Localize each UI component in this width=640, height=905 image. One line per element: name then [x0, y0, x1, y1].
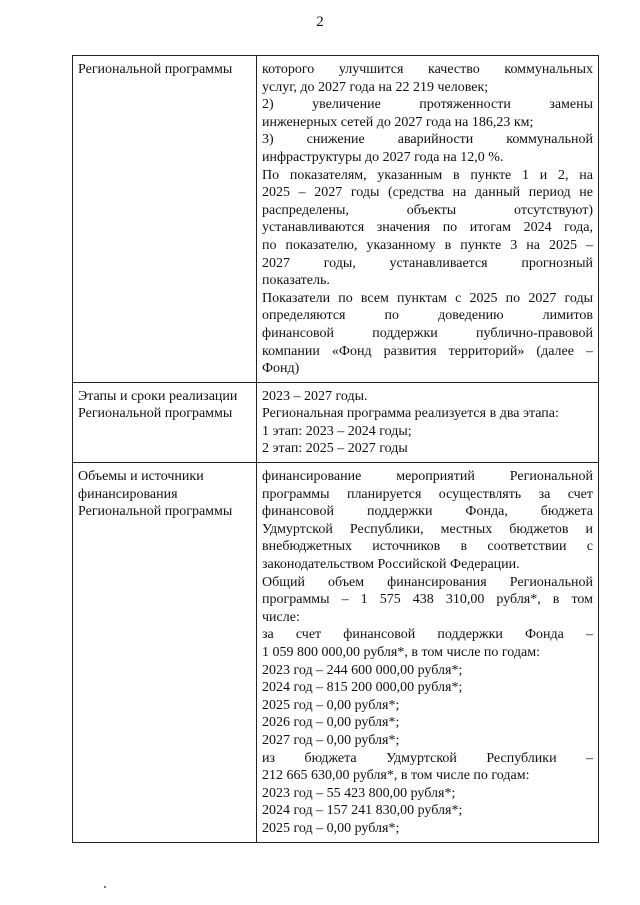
content-line: финансовой поддержки Фонда, бюджета — [262, 504, 593, 520]
row-label-line: финансирования — [78, 486, 178, 502]
content-line: 2026 год – 0,00 рубля*; — [262, 715, 400, 731]
content-line: компании «Фонд развития территорий» (далее – — [262, 343, 593, 359]
table-row — [73, 382, 599, 462]
content-line: услуг, до 2027 года на 22 219 человек; — [262, 79, 489, 95]
row-content-cell — [257, 382, 599, 462]
row-label-line: Региональной программы — [78, 504, 233, 520]
content-line: инженерных сетей до 2027 года на 186,23 км; — [262, 114, 534, 130]
content-line: По показателям, указанным в пункте 1 и 2, на — [262, 167, 593, 183]
scan-speck — [104, 886, 106, 888]
program-passport-table — [72, 55, 599, 843]
table-row — [73, 56, 599, 383]
content-line: распределены, объекты отсутствуют) — [262, 202, 593, 218]
row-content-cell — [257, 463, 599, 842]
content-line: 2025 год – 0,00 рубля*; — [262, 820, 400, 836]
content-line: 3) снижение аварийности коммунальной — [262, 132, 593, 148]
content-line: показатель. — [262, 273, 330, 289]
row-label-line: Региональной программы — [78, 62, 233, 77]
row-label-cell — [73, 56, 257, 383]
content-line: законодательством Российской Федерации. — [262, 557, 520, 573]
content-line: 2025 год – 0,00 рубля*; — [262, 697, 400, 713]
content-line: Фонд) — [262, 361, 300, 377]
content-line: Общий объем финансирования Региональной — [262, 574, 593, 590]
content-line: внебюджетных источников в соответствии с — [262, 539, 593, 555]
content-line: 2) увеличение протяженности замены — [262, 97, 593, 113]
content-line: 2024 год – 815 200 000,00 рубля*; — [262, 680, 463, 696]
content-line: Удмуртской Республики, местных бюджетов и — [262, 521, 593, 537]
content-line: устанавливаются значения по итогам 2024 года, — [262, 220, 593, 236]
content-line: Показатели по всем пунктам с 2025 по 2027 годы — [262, 290, 593, 306]
content-line: программы планируется осуществлять за счет — [262, 486, 593, 502]
content-line: из бюджета Удмуртской Республики – — [262, 750, 593, 766]
content-line: 2027 год – 0,00 рубля*; — [262, 732, 400, 748]
table-body — [73, 56, 599, 843]
content-line: финансирование мероприятий Региональной — [262, 469, 593, 485]
content-line: за счет финансовой поддержки Фонда – — [262, 627, 593, 643]
content-line: 2023 – 2027 годы. — [262, 388, 368, 404]
row-label-cell — [73, 463, 257, 842]
row-label-cell — [73, 382, 257, 462]
content-line: которого улучшится качество коммунальных — [262, 62, 593, 77]
table-row — [73, 463, 599, 842]
row-content-cell — [257, 56, 599, 383]
content-line: по показателю, указанному в пункте 3 на 2025 – — [262, 237, 593, 253]
content-line: 2023 год – 55 423 800,00 рубля*; — [262, 785, 456, 801]
content-line: 2024 год – 157 241 830,00 рубля*; — [262, 803, 463, 819]
content-line: 1 этап: 2023 – 2024 годы; — [262, 423, 412, 439]
content-line: 2027 годы, устанавливается прогнозный — [262, 255, 593, 271]
content-line: Региональная программа реализуется в два этапа: — [262, 406, 559, 422]
row-label-line: Объемы и источники — [78, 469, 204, 485]
content-line: инфраструктуры до 2027 года на 12,0 %. — [262, 149, 504, 165]
content-line: 2023 год – 244 600 000,00 рубля*; — [262, 662, 463, 678]
content-line: 2025 – 2027 годы (средства на данный период не — [262, 185, 593, 201]
content-line: 2 этап: 2025 – 2027 годы — [262, 441, 408, 457]
page-number: 2 — [316, 14, 324, 30]
content-line: числе: — [262, 609, 300, 625]
content-line: определяются по доведению лимитов — [262, 308, 593, 324]
content-line: 212 665 630,00 рубля*, в том числе по годам: — [262, 768, 530, 784]
row-label-line: Региональной программы — [78, 406, 233, 422]
row-label-line: Этапы и сроки реализации — [78, 388, 238, 404]
content-line: программы – 1 575 438 310,00 рубля*, в том — [262, 592, 593, 608]
content-line: 1 059 800 000,00 рубля*, в том числе по годам: — [262, 645, 540, 660]
content-line: финансовой поддержки публично-правовой — [262, 325, 593, 341]
